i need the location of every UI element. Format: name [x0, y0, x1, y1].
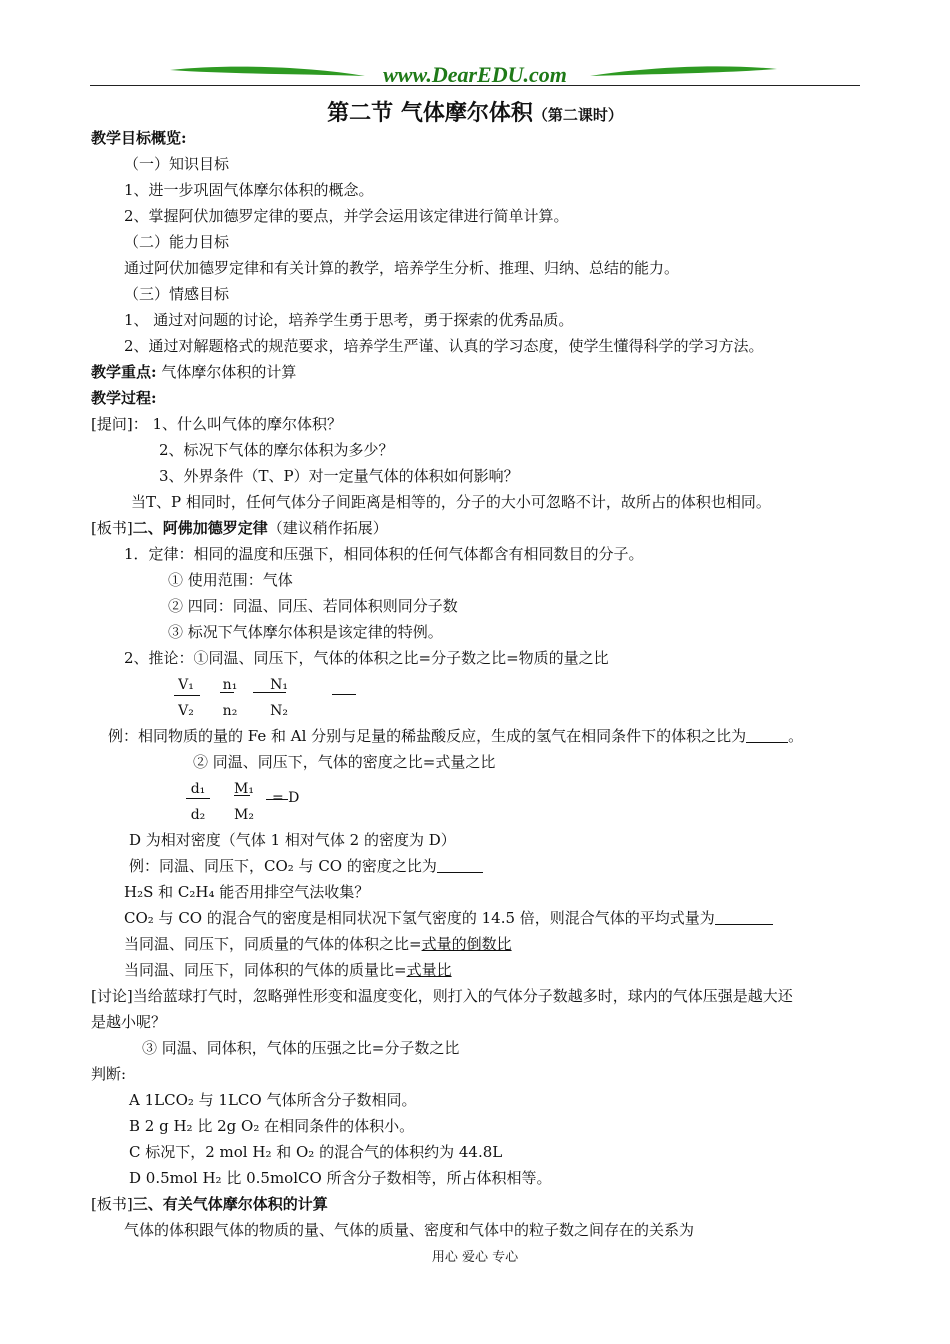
relative-density-def: D 为相对密度（气体 1 相对气体 2 的密度为 D）	[129, 831, 456, 849]
inference-3: ③ 同温、同体积，气体的压强之比=分子数之比	[142, 1039, 460, 1057]
section3-heading	[91, 1194, 328, 1214]
title-sub: （第二课时）	[532, 106, 623, 124]
law-statement: 1．定律：相同的温度和压强下，相同体积的任何气体都含有相同数目的分子。	[124, 545, 644, 563]
emotion-item-2: 2、通过对解题格式的规范要求，培养学生严谨、认真的学习态度，使学生懂得科学的学习方法。	[124, 337, 764, 355]
teaching-focus	[91, 362, 296, 382]
discussion-line-2: 是越小呢？	[91, 1013, 167, 1031]
inference-2: ② 同温、同压下，气体的密度之比=式量之比	[193, 753, 496, 771]
ability-heading: （二）能力目标	[124, 233, 230, 251]
example-2	[129, 856, 483, 876]
fraction-M1: M₁	[234, 781, 254, 797]
focus-label: 教学重点:	[91, 363, 157, 381]
fraction-line	[266, 692, 286, 693]
logo-swoosh-right	[590, 66, 777, 76]
same-volume-prefix: 当同温、同压下，同体积的气体的质量比=	[124, 961, 407, 979]
law-condition-3: ③ 标况下气体摩尔体积是该定律的特例。	[168, 623, 443, 641]
page-footer: 用心 爱心 专心	[431, 1250, 519, 1265]
fraction-line	[234, 795, 250, 796]
answer-blank	[746, 728, 788, 743]
emotion-heading: （三）情感目标	[124, 285, 230, 303]
gas-collection-question: H₂S 和 C₂H₄ 能否用排空气法收集？	[124, 883, 370, 901]
title-main: 第二节 气体摩尔体积	[327, 100, 533, 126]
knowledge-heading: （一）知识目标	[124, 155, 230, 173]
mixture-question-text: CO₂ 与 CO 的混合气的密度是相同状况下氢气密度的 14.5 倍，则混合气体的平均式量为	[124, 909, 715, 927]
same-mass-prefix: 当同温、同压下，同质量的气体的体积之比=	[124, 935, 422, 953]
fraction-n1: n₁	[222, 677, 238, 693]
discussion-line-1: [讨论]当给蓝球打气时，忽略弹性形变和温度变化，则打入的气体分子数越多时，球内的气体压强是越大还	[91, 987, 793, 1005]
judge-item-d: D 0.5mol H₂ 比 0.5molCO 所含分子数相等，所占体积相等。	[129, 1169, 552, 1187]
objectives-heading: 教学目标概览:	[91, 129, 187, 147]
section2-title: 二、阿佛加德罗定律	[132, 519, 268, 537]
section3-title: 三、有关气体摩尔体积的计算	[132, 1195, 328, 1213]
inference-1: 2、推论：①同温、同压下，气体的体积之比=分子数之比=物质的量之比	[124, 649, 609, 667]
fraction-line	[186, 798, 210, 799]
section2-prefix: [板书]	[91, 519, 133, 537]
fraction-d2: d₂	[190, 807, 206, 823]
judge-item-a: A 1LCO₂ 与 1LCO 气体所含分子数相同。	[129, 1091, 417, 1109]
question-1: [提问]： 1、什么叫气体的摩尔体积？	[91, 415, 343, 433]
section3-prefix: [板书]	[91, 1195, 133, 1213]
answer-blank	[437, 858, 483, 873]
fraction-v1: V₁	[178, 677, 194, 693]
fraction-N1: N₁	[270, 677, 288, 693]
mixture-question	[124, 908, 773, 928]
fraction-line	[174, 695, 200, 696]
section2-note: （建议稍作拓展）	[267, 519, 388, 537]
example-1-end: 。	[788, 727, 804, 745]
question-answer: 当T、P 相同时，任何气体分子间距离是相等的，分子的大小可忽略不计，故所占的体积也相同。	[131, 493, 771, 511]
answer-blank	[715, 910, 773, 925]
judge-item-c: C 标况下，2 mol H₂ 和 O₂ 的混合气的体积约为 44.8L	[129, 1143, 503, 1161]
knowledge-item-2: 2、掌握阿伏加德罗定律的要点，并学会运用该定律进行简单计算。	[124, 207, 569, 225]
knowledge-item-1: 1、进一步巩固气体摩尔体积的概念。	[124, 181, 374, 199]
logo-text: www.DearEDU.com	[383, 62, 567, 87]
judge-item-b: B 2 g H₂ 比 2g O₂ 在相同条件的体积小。	[129, 1117, 415, 1135]
section3-text: 气体的体积跟气体的物质的量、气体的质量、密度和气体中的粒子数之间存在的关系为	[124, 1221, 695, 1239]
law-condition-1: ① 使用范围：气体	[168, 571, 293, 589]
process-heading: 教学过程:	[91, 389, 157, 407]
page-title	[0, 99, 950, 129]
ability-item-1: 通过阿伏加德罗定律和有关计算的教学，培养学生分析、推理、归纳、总结的能力。	[124, 259, 680, 277]
same-volume-rule	[124, 960, 452, 980]
same-mass-answer: 式量的倒数比	[421, 935, 512, 953]
fraction-line	[220, 692, 234, 693]
law-condition-2: ② 四同：同温、同压、若同体积则同分子数	[168, 597, 458, 615]
fraction-d1: d₁	[190, 781, 206, 797]
section2-heading	[91, 518, 388, 538]
header-rule	[90, 85, 860, 86]
fraction-N2: N₂	[270, 703, 288, 719]
question-2: 2、标况下气体的摩尔体积为多少？	[159, 441, 394, 459]
same-mass-rule	[124, 934, 512, 954]
fraction-n2: n₂	[222, 703, 238, 719]
logo-swoosh-left	[170, 67, 365, 76]
density-equals-d: = D	[272, 790, 300, 806]
example-1-text: 例：相同物质的量的 Fe 和 Al 分别与足量的稀盐酸反应，生成的氢气在相同条件下的体积之比为	[108, 727, 747, 745]
trailing-line	[332, 694, 356, 695]
emotion-item-1: 1、 通过对问题的讨论，培养学生勇于思考，勇于探索的优秀品质。	[124, 311, 574, 329]
example-2-text: 例：同温、同压下，CO₂ 与 CO 的密度之比为	[129, 857, 437, 875]
fraction-M2: M₂	[234, 807, 254, 823]
focus-text: 气体摩尔体积的计算	[156, 363, 297, 381]
fraction-v2: V₂	[178, 703, 194, 719]
same-volume-answer: 式量比	[406, 961, 452, 979]
example-1	[108, 726, 803, 746]
judge-heading: 判断:	[91, 1065, 127, 1083]
question-3: 3、外界条件（T、P）对一定量气体的体积如何影响？	[159, 467, 519, 485]
